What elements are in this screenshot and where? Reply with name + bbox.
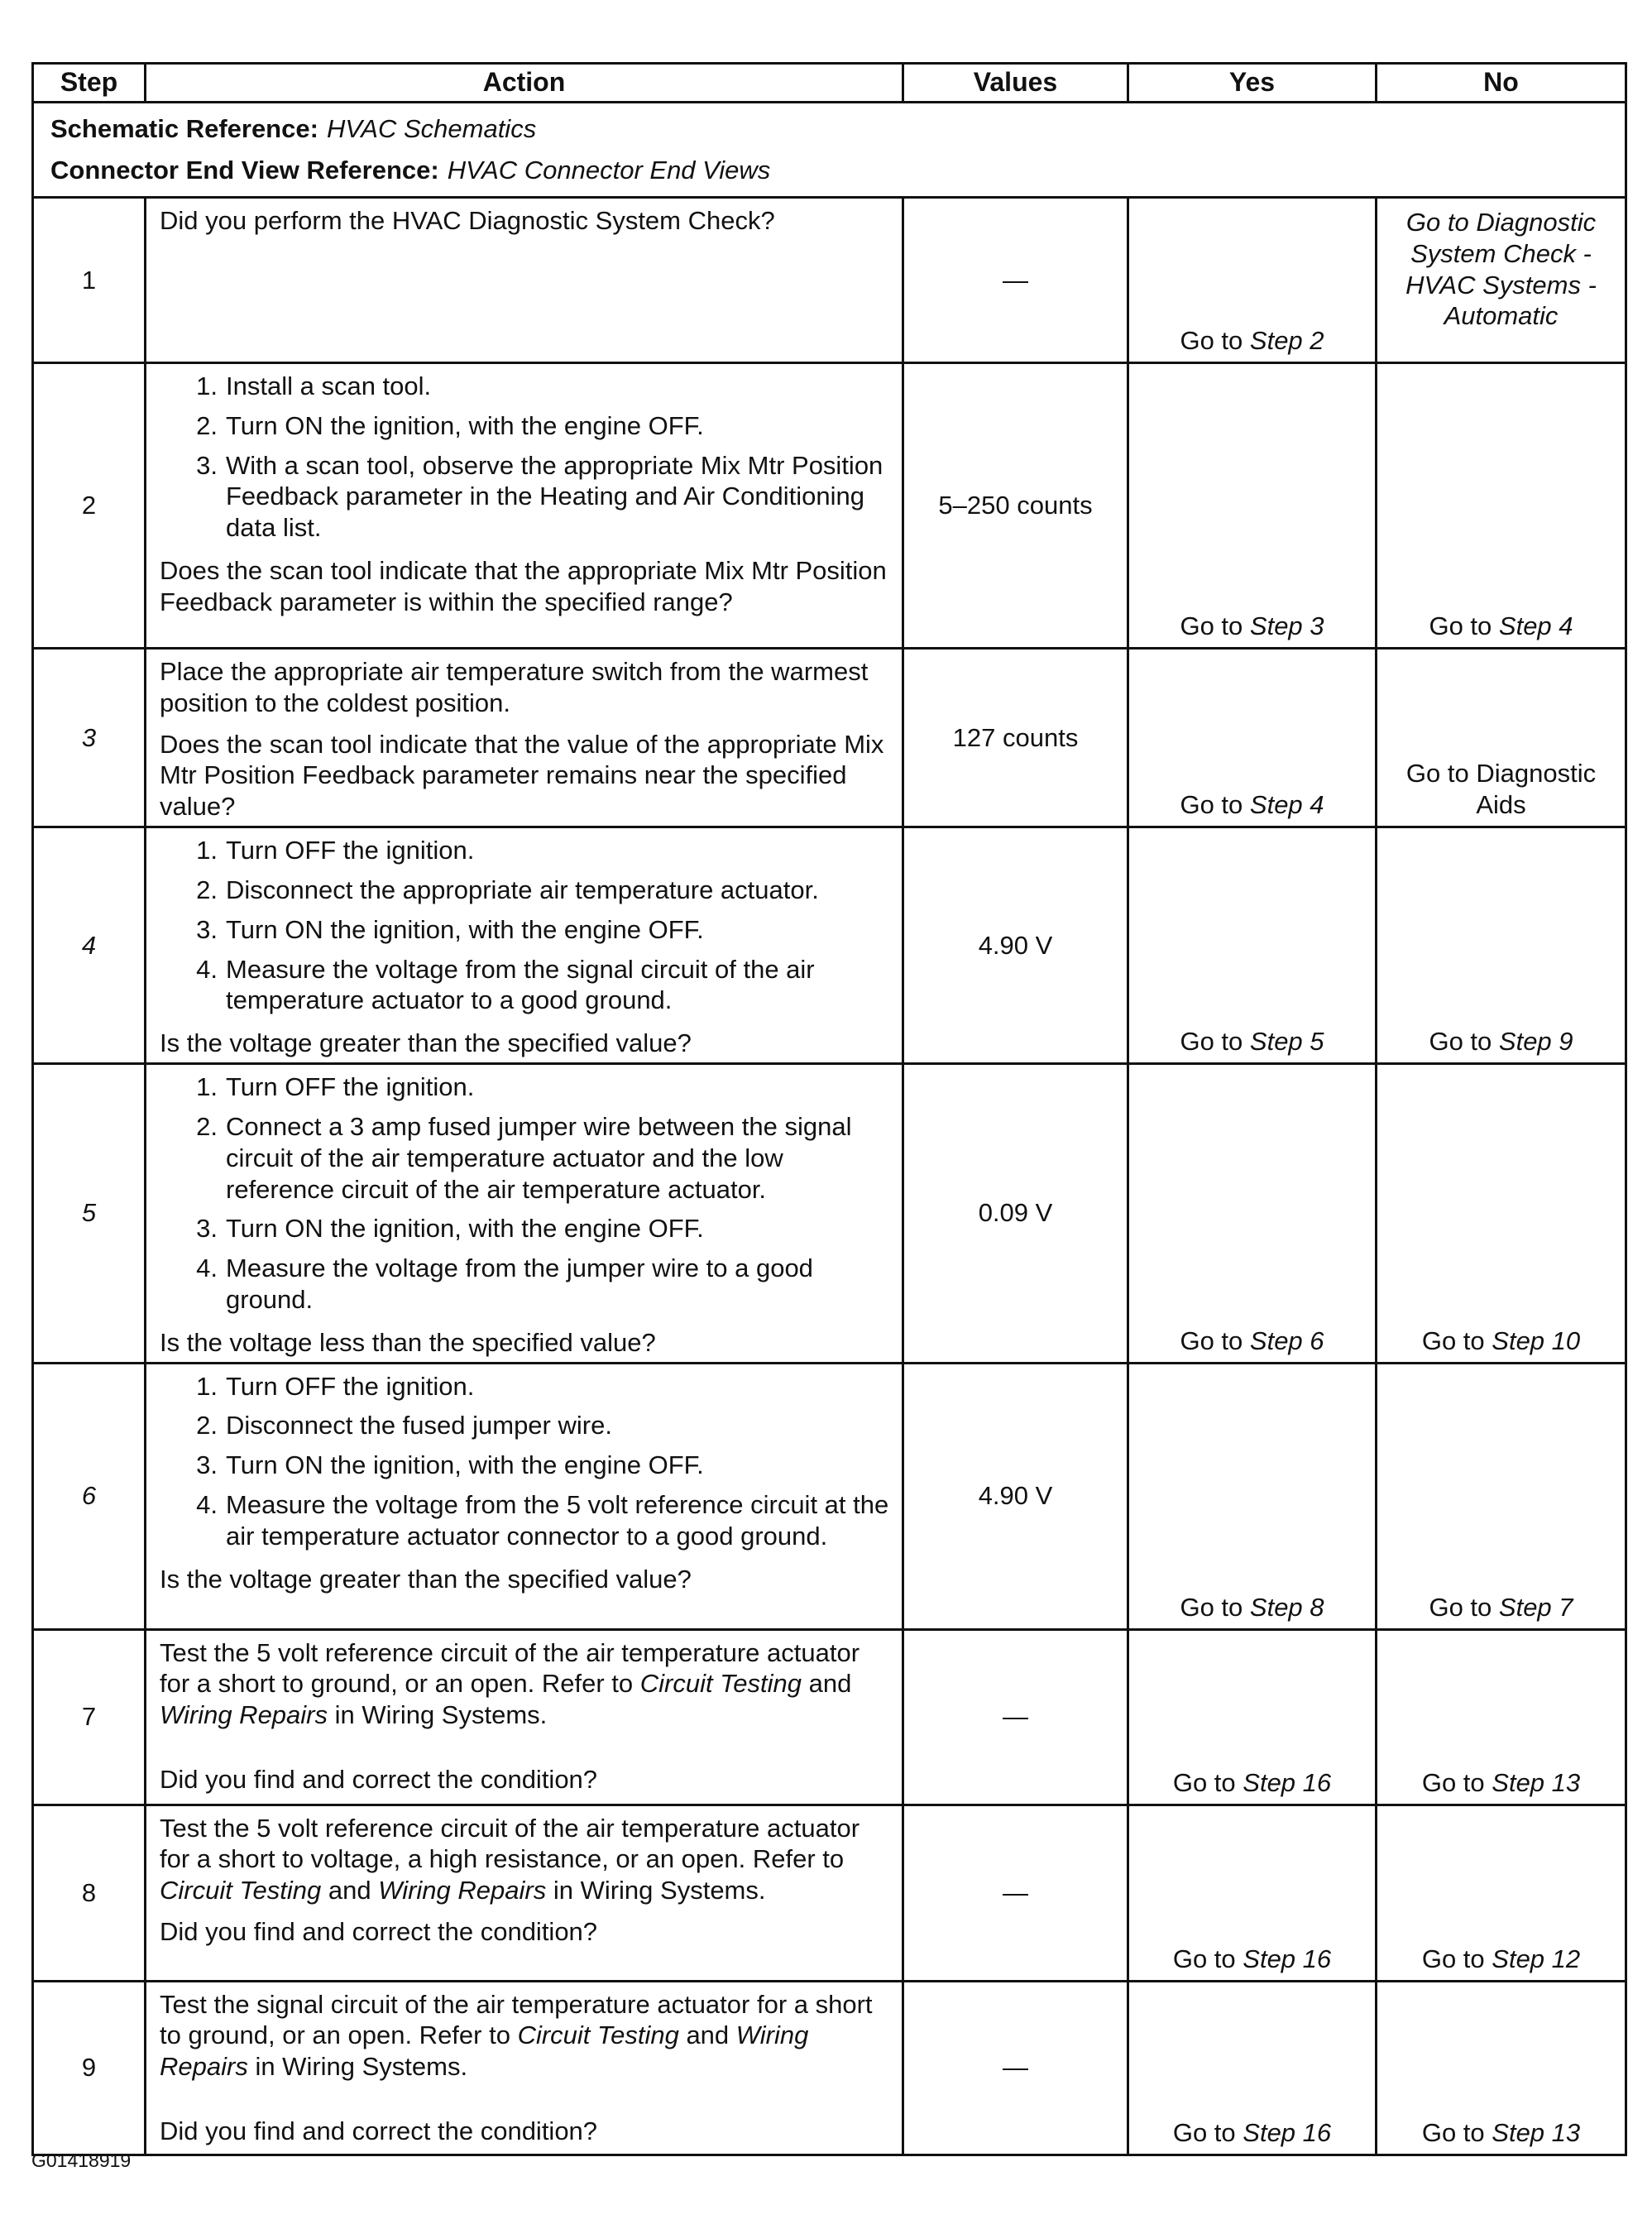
action-question: Did you find and correct the condition? (160, 2116, 598, 2145)
connector-reference-link[interactable]: HVAC Connector End Views (447, 156, 771, 185)
list-item: 3. Turn ON the ignition, with the engine OFF. (196, 1450, 704, 1480)
no-cell[interactable]: Go to Step 7 (1377, 1363, 1626, 1629)
no-cell[interactable]: Go to Diagnostic Aids (1377, 649, 1626, 827)
list-item: 1. Turn OFF the ignition. (196, 1371, 475, 1401)
header-values: Values (903, 64, 1128, 103)
action-cell (146, 1629, 903, 1805)
reference-row (33, 103, 1626, 198)
action-text: Place the appropriate air temperature switch from the warmest position to the coldest position. (160, 657, 869, 717)
header-action: Action (146, 64, 903, 103)
header-no: No (1377, 64, 1626, 103)
action-cell (146, 827, 903, 1064)
step-number: 3 (33, 649, 146, 827)
step-number: 2 (33, 363, 146, 649)
action-list (160, 371, 892, 544)
connector-reference: Connector End View Reference: HVAC Connector End Views (50, 156, 771, 185)
table-row (33, 198, 1626, 363)
yes-cell[interactable]: Go to Step 8 (1128, 1363, 1377, 1629)
diagnostic-table (31, 62, 1627, 2156)
value-cell: — (903, 1981, 1128, 2155)
list-item: 2. Disconnect the fused jumper wire. (196, 1411, 612, 1440)
yes-cell[interactable]: Go to Step 16 (1128, 1805, 1377, 1981)
value-cell: — (903, 198, 1128, 363)
table-row (33, 1064, 1626, 1364)
value-cell: — (903, 1629, 1128, 1805)
yes-cell[interactable]: Go to Step 5 (1128, 827, 1377, 1064)
action-question: Did you find and correct the condition? (160, 1917, 598, 1946)
list-item: 4. Measure the voltage from the signal circuit of the air temperature actuator to a good ground. (196, 954, 815, 1015)
no-cell[interactable]: Go to Diagnostic System Check - HVAC Systems - Automatic (1377, 198, 1626, 363)
no-cell[interactable]: Go to Step 10 (1377, 1064, 1626, 1364)
action-question: Did you find and correct the condition? (160, 1765, 598, 1794)
list-item: 2. Turn ON the ignition, with the engine OFF. (196, 410, 704, 440)
schematic-reference-link[interactable]: HVAC Schematics (326, 114, 537, 144)
figure-id: G01418919 (31, 2150, 132, 2171)
yes-cell[interactable]: Go to Step 4 (1128, 649, 1377, 827)
step-number: 8 (33, 1805, 146, 1981)
table-row (33, 1363, 1626, 1629)
value-cell: 4.90 V (903, 1363, 1128, 1629)
step-number: 1 (33, 198, 146, 363)
action-question: Is the voltage greater than the specified value? (160, 1028, 692, 1058)
action-text: Test the 5 volt reference circuit of the air temperature actuator for a short to voltage, a high resistance, or an open. Refer to Circuit Testing and Wiring Repairs in Wiring Systems. (160, 1813, 860, 1905)
table-row (33, 649, 1626, 827)
action-list (160, 835, 892, 1016)
yes-cell[interactable]: Go to Step 3 (1128, 363, 1377, 649)
action-cell (146, 363, 903, 649)
action-question: Does the scan tool indicate that the appropriate Mix Mtr Position Feedback parameter is within the specified range? (160, 556, 887, 616)
table-row (33, 1981, 1626, 2155)
list-item: 1. Turn OFF the ignition. (196, 1072, 475, 1102)
value-cell: 0.09 V (903, 1064, 1128, 1364)
list-item: 2. Disconnect the appropriate air temperature actuator. (196, 875, 819, 904)
yes-cell[interactable]: Go to Step 2 (1128, 198, 1377, 363)
list-item: 2. Connect a 3 amp fused jumper wire between the signal circuit of the air temperature actuator and the low reference circuit of the air temperature actuator. (196, 1111, 852, 1204)
value-cell: 4.90 V (903, 827, 1128, 1064)
yes-cell[interactable]: Go to Step 16 (1128, 1629, 1377, 1805)
list-item: 1. Turn OFF the ignition. (196, 836, 475, 865)
action-cell (146, 1981, 903, 2155)
action-cell (146, 1064, 903, 1364)
header-row (33, 64, 1626, 103)
action-text: Test the 5 volt reference circuit of the air temperature actuator for a short to ground, or an open. Refer to Circuit Testing and Wiring Repairs in Wiring Systems. (160, 1637, 860, 1730)
step-number: 7 (33, 1629, 146, 1805)
step-number: 6 (33, 1363, 146, 1629)
no-cell[interactable]: Go to Step 4 (1377, 363, 1626, 649)
step-number: 5 (33, 1064, 146, 1364)
no-cell[interactable]: Go to Step 13 (1377, 1981, 1626, 2155)
step-number: 9 (33, 1981, 146, 2155)
step-number: 4 (33, 827, 146, 1064)
value-cell: 127 counts (903, 649, 1128, 827)
action-cell (146, 198, 903, 363)
value-cell: — (903, 1805, 1128, 1981)
header-step: Step (33, 64, 146, 103)
schematic-reference: Schematic Reference: HVAC Schematics (50, 114, 537, 144)
list-item: 4. Measure the voltage from the 5 volt reference circuit at the air temperature actuator connector to a good ground. (196, 1490, 889, 1551)
action-question: Is the voltage less than the specified value? (160, 1327, 656, 1357)
table-row (33, 1629, 1626, 1805)
action-question: Is the voltage greater than the specified value? (160, 1564, 692, 1594)
table-row (33, 827, 1626, 1064)
action-text: Test the signal circuit of the air temperature actuator for a short to ground, or an open. Refer to Circuit Testing and Wiring Repairs in Wiring Systems. (160, 1989, 873, 2082)
list-item: 3. With a scan tool, observe the appropriate Mix Mtr Position Feedback parameter in the Heating and Air Conditioning data list. (196, 450, 883, 543)
action-cell (146, 1805, 903, 1981)
action-list (160, 1071, 892, 1316)
value-cell: 5–250 counts (903, 363, 1128, 649)
header-yes: Yes (1128, 64, 1377, 103)
action-list (160, 1371, 892, 1552)
no-cell[interactable]: Go to Step 13 (1377, 1629, 1626, 1805)
list-item: 3. Turn ON the ignition, with the engine OFF. (196, 914, 704, 944)
list-item: 1. Install a scan tool. (196, 372, 432, 400)
action-question: Does the scan tool indicate that the value of the appropriate Mix Mtr Position Feedback parameter remains near the specified value? (160, 729, 884, 822)
action-cell (146, 649, 903, 827)
table-row (33, 363, 1626, 649)
no-cell[interactable]: Go to Step 12 (1377, 1805, 1626, 1981)
no-cell[interactable]: Go to Step 9 (1377, 827, 1626, 1064)
list-item: 3. Turn ON the ignition, with the engine OFF. (196, 1214, 704, 1244)
action-cell (146, 1363, 903, 1629)
list-item: 4. Measure the voltage from the jumper wire to a good ground. (196, 1254, 813, 1314)
yes-cell[interactable]: Go to Step 16 (1128, 1981, 1377, 2155)
action-text: Did you perform the HVAC Diagnostic System Check? (160, 206, 775, 235)
table-row (33, 1805, 1626, 1981)
yes-cell[interactable]: Go to Step 6 (1128, 1064, 1377, 1364)
